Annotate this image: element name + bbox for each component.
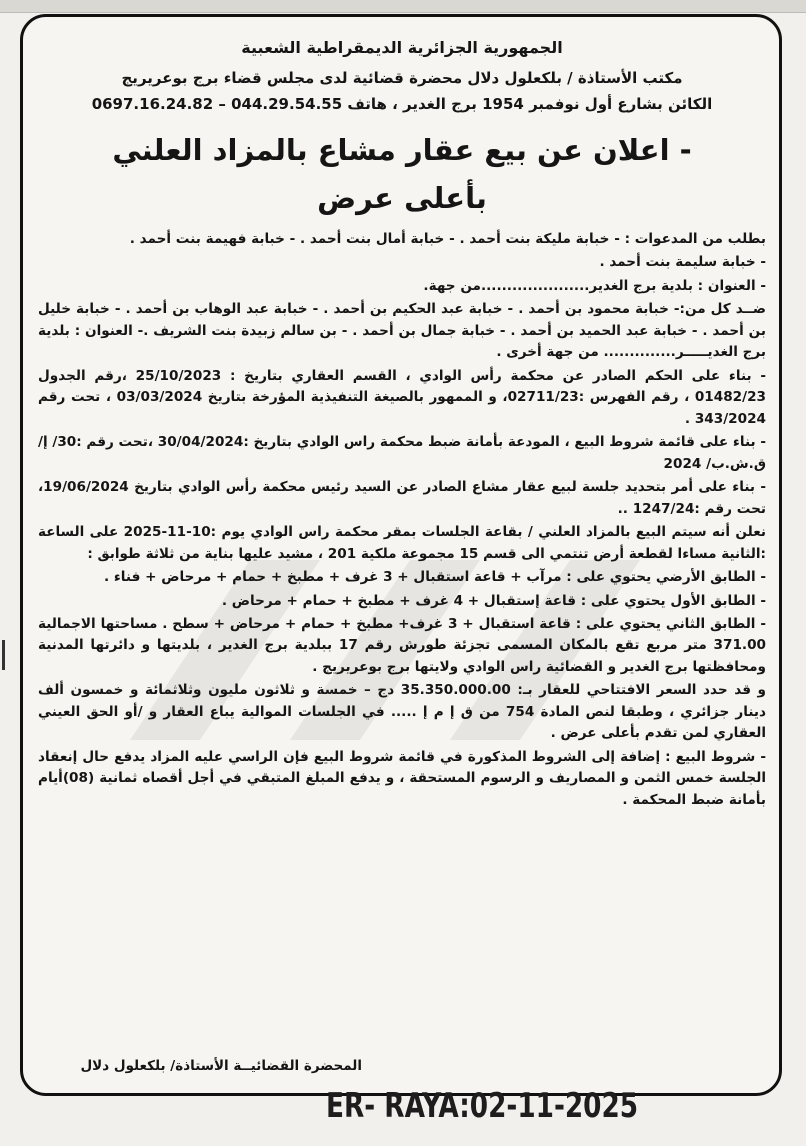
paragraph-plaintiffs-cont: - خبابة سليمة بنت أحمد . — [599, 254, 766, 271]
notice-subtitle: بأعلى عرض — [317, 181, 487, 215]
notice-body — [38, 229, 766, 811]
paragraph-ground-floor: - الطابق الأرضي يحتوي على : مرآب + قاعة استقبال + 3 غرف + مطبخ + حمام + مرحاض + فناء . — [103, 569, 766, 586]
paragraph-plaintiffs-address: - العنوان : بلدية برج الغدير.....................من جهة. — [423, 277, 766, 294]
header-republic: الجمهورية الجزائرية الديمقراطية الشعبية — [241, 38, 563, 57]
signature: المحضرة القضائيــة الأستاذة/ بلكعلول دلال — [80, 1058, 362, 1074]
paragraph-plaintiffs: بطلب من المدعوات : - خبابة مليكة بنت أحمد . - خبابة أمال بنت أحمد . - خبابة فهيمة بنت أحمد . — [129, 231, 766, 247]
header-address: الكائن بشارع أول نوفمبر 1954 برج الغدير ، هاتف 044.29.54.55 – 0697.16.24.82 — [91, 95, 713, 113]
notice-content — [38, 38, 766, 813]
paragraph-sale-terms: - شروط البيع : إضافة إلى الشروط المذكورة في قائمة شروط البيع فإن الراسي عليه المزاد يدفع حال إنعقاد الجلسة خمس الثمن و المصاريف و الرسوم المستحقة ، و يدفع المبلغ المتبقي في أجل أقصاه ثمانية (08)أيام بأمانة ضبط المحكمة . — [38, 748, 766, 808]
page-edge-mark — [2, 640, 13, 670]
paragraph-opening-price: و قد حدد السعر الافتتاحي للعقار بـ: 35.350.000.00 دج – خمسة و ثلاثون مليون وثلاثمائة و خمسون ألف دينار جزائري ، وطبقا لنص المادة 754 من ق إ م إ ..... في الجلسات الموالية يباع العقار و /أو الحق العيني العقاري لمن تقدم بأعلى عرض . — [38, 682, 766, 742]
paragraph-conditions-list: - بناء على قائمة شروط البيع ، المودعة بأمانة ضبط محكمة راس الوادي بتاريخ :30/04/2024 ،تحت رقم :30/ إ/ ق.ش.ب/ 2024 — [38, 434, 766, 472]
notice-title: - اعلان عن بيع عقار مشاع بالمزاد العلني — [112, 133, 692, 167]
newspaper-footer: ER- RAYA:02-11-2025 — [326, 1086, 639, 1126]
page-top-edge — [0, 0, 806, 13]
paragraph-defendants: ضــد كل من:- خبابة محمود بن أحمد . - خبابة عبد الحكيم بن أحمد . - خبابة عبد الوهاب بن أحمد . - خبابة خليل بن أحمد . - خبابة عبد الحميد بن أحمد . - خبابة جمال بن أحمد . - بن سالم زبيدة بنت الشريف .- العنوان : بلدية برج الغديـــــر.............. من جهة أخرى . — [38, 301, 766, 361]
paragraph-sale-announcement: نعلن أنه سيتم البيع بالمزاد العلني / بقاعة الجلسات بمقر محكمة راس الوادي يوم :10-11-2025 على الساعة :الثانية مساءا لقطعة أرض تنتمي الى قسم 15 مجموعة ملكية 201 ، مشيد عليها بناية من ثلاثة طوابق : — [38, 524, 766, 562]
paragraph-session-order: - بناء على أمر بتحديد جلسة لبيع عقار مشاع الصادر عن السيد رئيس محكمة رأس الوادي بتاريخ 19/06/2024، تحت رقم :1247/24 .. — [38, 479, 766, 517]
paragraph-second-floor: - الطابق الثاني يحتوي على : قاعة استقبال + 3 غرف+ مطبخ + حمام + مرحاض + سطح . مساحتها الاجمالية 371.00 متر مربع تقع بالمكان المسمى تجزئة طورش رقم 17 ببلدية برج الغدير ، بلديتها و دائرتها المدنية ومحافظتها برج الغدير و القضائية راس الوادي ولايتها برج بوعريريج . — [38, 615, 767, 675]
paragraph-judgment: - بناء على الحكم الصادر عن محكمة رأس الوادي ، القسم العقاري بتاريخ : 25/10/2023 ،رقم الجدول 01482/23 ، رقم الفهرس :02711/23، و الممهور بالصيغة التنفيذية المؤرخة بتاريخ 03/03/2024 ، تحت رقم 343/2024 . — [38, 367, 767, 427]
paragraph-first-floor: - الطابق الأول يحتوي على : قاعة إستقبال + 4 غرف + مطبخ + حمام + مرحاض . — [221, 592, 766, 609]
header-office: مكتب الأستاذة / بلكعلول دلال محضرة قضائية لدى مجلس قضاء برج بوعريريج — [121, 69, 683, 87]
